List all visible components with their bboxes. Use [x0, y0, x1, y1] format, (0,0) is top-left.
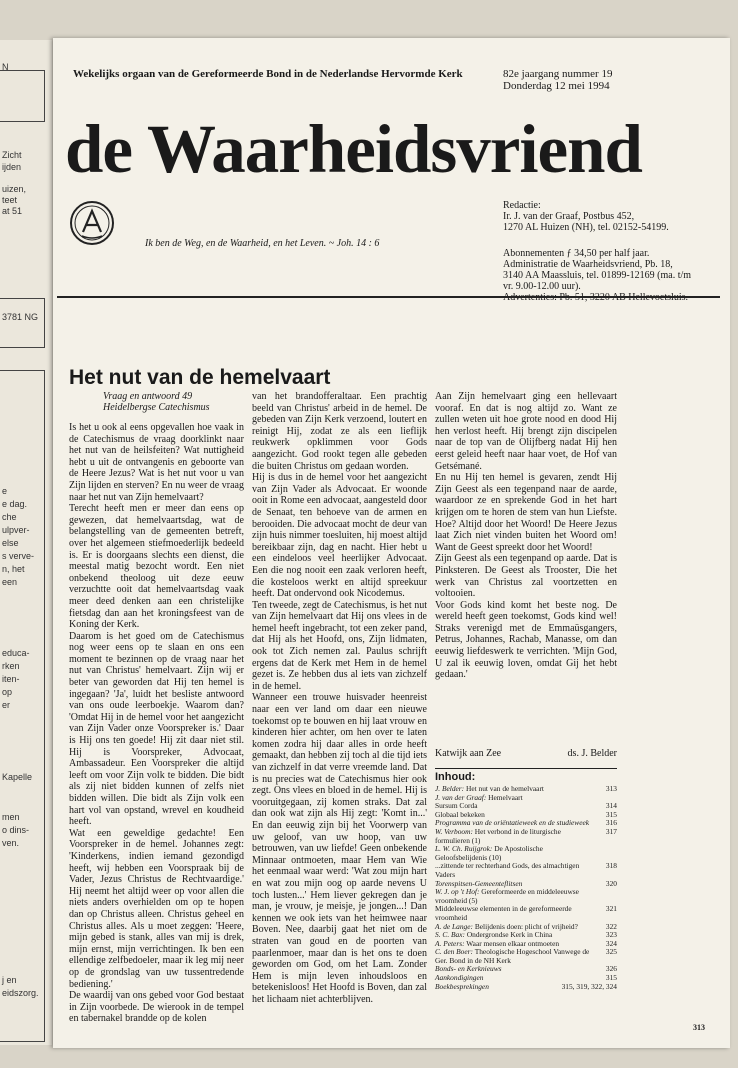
paragraph: Wat een geweldige gedachte! Een Voorspreker in de hemel. Johannes zegt: 'Kinderkens, indien iemand gezondigd heeft, wij hebben een Voorspraak bij de Vader, Jezus Christus de Rechtvaardige.' Hij neemt het altijd weer op voor allen die niets anders overhielden om op te hopen dan op Christus alleen. Christus geheel en Christus alles. Als u moet zeggen: 'Heere, mijn gebed is stank, alles van mij is drek, mijn ernst, mijn verrichtingen. Ik ben een ellendige zelfbedoeler, maar ik leg mij neer op de grondslag van uw tussentredende bediening.' — [69, 827, 244, 990]
toc-title: Inhoud: — [435, 771, 476, 783]
toc-author: W. J. op 't Hof: — [435, 887, 480, 897]
toc-author: S. C. Bax: — [435, 930, 465, 940]
fragment-text: N — [2, 62, 9, 72]
paragraph: En nu Hij ten hemel is gevaren, zendt Hij Zijn Geest als een tegenpand naar de aarde, waardoor ze en sprekende God in het hart krijgen om te horen de stem van hun Liefste. Hoe? Altijd door het Woord! De Heere Jezus laat Zich niet vinden buiten het Woord om! Want de Geest spreekt door het Woord! — [435, 472, 617, 553]
toc-row — [435, 905, 617, 922]
fragment-text: j en — [2, 975, 17, 985]
fragment-text: men — [2, 812, 20, 822]
subscription-line: Administratie de Waarheidsvriend, Pb. 18, — [503, 259, 673, 270]
toc-author: W. Verboom: — [435, 826, 473, 836]
toc-title-text: Het verbond in de liturgische formulieren (1) — [435, 826, 561, 845]
paragraph: Ten tweede, zegt de Catechismus, is het nut van Zijn hemelvaart dat Hij ons vlees in de hemel heeft ingebracht, tot een zeker pand, dat Hij als het Hoofd, ons, Zijn lidmaten, ook tot Zich nemen zal. Paulus schrijft ergens dat de Kerk met Hem in de hemel gezet is. Ze hebben dus al iets van zichzelf in de hemel. — [252, 599, 427, 692]
article-column-1 — [69, 422, 244, 1025]
issue-info — [503, 68, 612, 92]
paragraph: Zijn Geest als een tegenpand op aarde. Dat is Pinksteren. De Geest als Trooster, Die het werk van Christus zal voortzetten en voltooien. — [435, 553, 617, 600]
toc-author: A. de Lange: — [435, 921, 473, 931]
toc-title-text: Globaal bekeken — [435, 809, 485, 819]
paragraph: Is het u ook al eens opgevallen hoe vaak in de Catechismus de vraag doorklinkt naar het nut van de heilsfeiten? Wat nuttigheid hebt u uit de ontvangenis en geboorte van de Heere Jezus? Wat is het nut voor u van Zijn lijden en sterven? En nu weer de vraag naar het nut van Zijn hemelvaart? — [69, 422, 244, 503]
fragment-text: teet — [2, 195, 18, 205]
tagline: Wekelijks orgaan van de Gereformeerde Bond in de Nederlandse Hervormde Kerk — [73, 68, 463, 80]
fragment-text: eidszorg. — [2, 988, 39, 998]
article-headline: Het nut van de hemelvaart — [69, 366, 331, 389]
toc-entry — [435, 828, 595, 845]
motto: Ik ben de Weg, en de Waarheid, en het Leven. ~ Joh. 14 : 6 — [145, 238, 380, 249]
fragment-text: che — [2, 512, 17, 522]
toc-page: 315, 319, 322, 324 — [561, 981, 617, 991]
fragment-text: Zicht — [2, 150, 22, 160]
subscription-line: 3140 AA Maassluis, tel. 01899-12169 (ma. t/m — [503, 270, 692, 281]
toc-row — [435, 983, 617, 992]
table-of-contents — [435, 768, 617, 991]
paragraph: De waardij van ons gebed voor God bestaat in Zijn voorbede. De wierook in de tempel en tabernakel brandde op de kolen — [69, 990, 244, 1025]
article-column-2 — [252, 391, 427, 1005]
redactie-label: Redactie: — [503, 200, 541, 211]
toc-author: J. van der Graaf: — [435, 792, 487, 802]
toc-title-text: ...zittende ter rechterhand Gods, des almachtigen Vaders — [435, 861, 580, 879]
fragment-text: er — [2, 700, 11, 710]
toc-page: 325 — [605, 947, 617, 957]
fragment-text: rken — [2, 661, 20, 671]
fragment-text: s verve- — [2, 551, 35, 561]
toc-entry — [435, 905, 595, 922]
fragment-box — [0, 298, 45, 348]
fragment-text: iten- — [2, 674, 20, 684]
toc-title-text: Hemelvaart — [488, 792, 523, 802]
paragraph: Hij is dus in de hemel voor het aangezicht van Zijn Vader als Advocaat. Er woonde ooit in Rome een advocaat, aangesteld door de Senaat, ten behoeve van de armen en berooiden. Die advocaat mocht de deur van zijn huis nimmer toesluiten, hij moest altijd bereikbaar zijn, dag en nacht. Hier hebt u een eindeloos veel heerlijker Advocaat. Een die nog nooit een zaak verloren heeft, die kosteloos werkt en altijd spreekuur heeft. Dat ondervond ook Nicodemus. — [252, 472, 427, 600]
toc-author: Aankondigingen — [435, 973, 484, 983]
subscription-info — [503, 248, 723, 303]
paragraph: Wanneer een trouwe huisvader heenreist naar een ver land om daar een nieuwe toekomst op te bouwen en hij laat vrouw en kinderen hier achter, om hen over te laten komen zodra hij daar alles in orde heeft gemaakt, dan hebben zij toch al die tijd iets van zichzelf in dat verre vreemde land. Dat is nu precies wat de Catechismus hier ook zegt. Ons vlees en bloed in de hemel. Hij is vooruitgegaan, zij komen straks. Dat zal dan ook wat zijn als Hij zegt: 'Komt in...' En dan eeuwig zijn bij het Voorwerp van uw geloof, van uw hoop, van uw betrouwen, van uw liefde! Geen onbekende Minnaar ontmoeten, maar Hem van Wie het eenmaal waar werd: 'Wat zou mijn hart en wat zou mijn oog op aarde nevens U toch lusten...' Hem liever gekregen dan je man, je vrouw, je meisje, je jongen...! Dan kennen we ook iets van het heimwee naar Boven. Nee, daarbij gaat het niet om de straten van goud en de poorten van paarlenmoer, maar dan is het ons te doen geworden om God, om het Lam. Zonder Hem is mijn leven inhoudsloos en betekenisloos! Het Hoofd is Boven, dan zal het lichaam niet achterblijven. — [252, 692, 427, 1005]
toc-page: 320 — [605, 878, 617, 888]
toc-author: Programma van de oriëntatieweek en de studieweek — [435, 818, 590, 828]
toc-author: L. W. Ch. Ruijgrok: — [435, 844, 493, 854]
adjacent-page-fragment — [0, 40, 52, 1045]
toc-page: 313 — [605, 784, 617, 793]
toc-entry — [435, 862, 595, 879]
fragment-text: n, het — [2, 564, 25, 574]
toc-entry — [435, 888, 595, 905]
subscription-line: Abonnementen ƒ 34,50 per half jaar. — [503, 248, 650, 259]
toc-page — [595, 845, 617, 862]
fragment-text: educa- — [2, 648, 30, 658]
paragraph: Daarom is het goed om de Catechismus nog weer eens op te slaan en ons een moment te bezinnen op de vraag naar het nut van Christus' hemelvaart. Zijn wij er beter van geworden dat Hij ten hemel is ingegaan? 'Ja', luidt het besliste antwoord van ons oude leerboekje. Waarom dan? 'Omdat Hij in de hemel voor het aangezicht van Zijn Vader onze Voorspreker is.' Daar is Hij ons ten goede! Hij zit daar niet stil. Hij is Voorspreker, Advocaat, Ambassadeur. Een Voorspreker die altijd leeft om voor Zijn volk te bidden. Die bidt als zij niet bidden kunnen of zelfs niet bidden willen. Die bidt als Zijn volk een hart vol van opstand, wrevel en koudheid heeft. — [69, 630, 244, 828]
toc-author: Boekbesprekingen — [435, 981, 489, 991]
page-number: 313 — [693, 1023, 705, 1032]
toc-title-text: Sursum Corda — [435, 801, 478, 811]
toc-entry — [435, 845, 595, 862]
toc-author: A. Peters: — [435, 938, 465, 948]
masthead-title: de Waarheidsvriend — [65, 111, 642, 187]
toc-page: 324 — [605, 938, 617, 948]
fragment-box — [0, 70, 45, 122]
toc-page: 315 — [605, 973, 617, 983]
fragment-text: op — [2, 687, 13, 697]
fragment-text: uizen, — [2, 184, 27, 194]
fragment-box — [0, 370, 45, 1042]
toc-title-text: Middeleeuwse elementen in de gereformeerde vroomheid — [435, 904, 572, 922]
toc-row — [435, 888, 617, 905]
toc-page: 321 — [605, 904, 617, 914]
alpha-omega-logo-icon — [69, 200, 115, 246]
toc-page: 314 — [605, 801, 617, 811]
subscription-line: vr. 9.00-12.00 uur). — [503, 281, 581, 292]
issue-date: Donderdag 12 mei 1994 — [503, 80, 610, 92]
fragment-text: ven. — [2, 838, 20, 848]
toc-page: 323 — [605, 930, 617, 940]
toc-page: 317 — [605, 826, 617, 836]
fragment-text: ulpver- — [2, 525, 30, 535]
fragment-text: else — [2, 538, 19, 548]
fragment-text: e dag. — [2, 499, 28, 509]
toc-title-text: Het nut van de hemelvaart — [466, 784, 544, 793]
toc-title-text: Ondergrondse Kerk in China — [466, 930, 553, 940]
redactie-line: 1270 AL Huizen (NH), tel. 02152-54199. — [503, 222, 669, 233]
toc-row — [435, 828, 617, 845]
toc-entry — [435, 983, 547, 992]
article-subhead: Vraag en antwoord 49 Heidelbergse Catechismus — [103, 391, 210, 413]
toc-entry — [435, 948, 595, 965]
paragraph: Voor Gods kind komt het beste nog. De wereld heeft geen toekomst, Gods kind wel! Straks verenigd met de Emmaüsgangers, Petrus, Johannes, Rachab, Manasse, om dan eeuwig liefdeswerk te verrichten. 'Mijn God, U zal ik eeuwig loven, omdat Gij het hebt gedaan.' — [435, 599, 617, 681]
toc-page — [595, 888, 617, 905]
header-rule — [57, 296, 720, 298]
toc-page: 316 — [605, 818, 617, 828]
toc-page: 322 — [605, 921, 617, 931]
toc-author: J. Belder: — [435, 784, 465, 793]
editorial-address — [503, 200, 669, 233]
paragraph: van het brandofferaltaar. Een prachtig beeld van Christus' arbeid in de hemel. De gebeden van Zijn Kerk verzoend, loutert en reinigt Hij, zodat ze als een lieflijk reukwerk opklimmen voor Gods aangezicht. God rookt tegen alle gebeden die buiten Christus om gedaan worden. — [252, 391, 427, 472]
redactie-line: Ir. J. van der Graaf, Postbus 452, — [503, 211, 635, 222]
paragraph: Aan Zijn hemelvaart ging een hellevaart vooraf. En dat is nog altijd zo. Want ze zullen weten uit hoe grote nood en dood Hij hen verlost heeft. Hij brengt zijn discipelen naar de top van de Olijfberg nadat Hij hen eerst geleid heeft naar haar voet, de Hof van Getsémané. — [435, 391, 617, 472]
fragment-text: een — [2, 577, 18, 587]
newspaper-page — [53, 38, 730, 1048]
toc-title-text: Belijdenis doen: plicht of vrijheid? — [474, 921, 578, 931]
toc-author: Bonds- en Kerknieuws — [435, 964, 502, 974]
subscription-line: Advertenties: Pb. 51, 3220 AB Hellevoetsluis. — [503, 292, 688, 303]
signature-place: Katwijk aan Zee — [435, 748, 502, 759]
toc-row — [435, 948, 617, 965]
toc-page: 318 — [605, 861, 617, 871]
toc-page: 326 — [605, 964, 617, 974]
toc-row — [435, 845, 617, 862]
fragment-text: 3781 NG — [2, 312, 39, 322]
fragment-text: Kapelle — [2, 772, 33, 782]
toc-title-text: Theologische Hogeschool Vanwege de Ger. Bond in de NH Kerk — [435, 947, 590, 965]
toc-title-text: Gereformeerde en middeleeuwse vroomheid (5) — [435, 887, 579, 905]
signature-author: ds. J. Belder — [567, 748, 617, 759]
toc-list — [435, 785, 617, 991]
toc-author: C. den Boer: — [435, 947, 473, 957]
toc-row — [435, 862, 617, 879]
toc-page: 315 — [605, 809, 617, 819]
fragment-text: at 51 — [2, 206, 23, 216]
fragment-text: o dins- — [2, 825, 30, 835]
article-column-3 — [435, 391, 617, 681]
toc-title-text: De Apostolische Geloofsbelijdenis (10) — [435, 844, 543, 862]
toc-title-text: Waar mensen elkaar ontmoeten — [466, 938, 560, 948]
issue-number: 82e jaargang nummer 19 — [503, 68, 613, 80]
paragraph: Terecht heeft men er meer dan eens op gewezen, dat hemelvaartsdag, wat de belangstelling van de gemeenten betreft, over het algemeen stiefmoederlijk bedeeld is. Er is doorgaans slechts een dienst, die meestal matig bezocht wordt. Een niet onbekend theoloog uit deze eeuw verzuchtte ooit dat hemelvaartsdag vaak meer deed denken aan een christelijke fietsdag dan aan het kroningsfeest van de Koning der Kerk. — [69, 503, 244, 631]
fragment-text: e — [2, 486, 8, 496]
fragment-text: ijden — [2, 162, 22, 172]
toc-author: Torenspitsen-Gemeenteflitsen — [435, 878, 523, 888]
